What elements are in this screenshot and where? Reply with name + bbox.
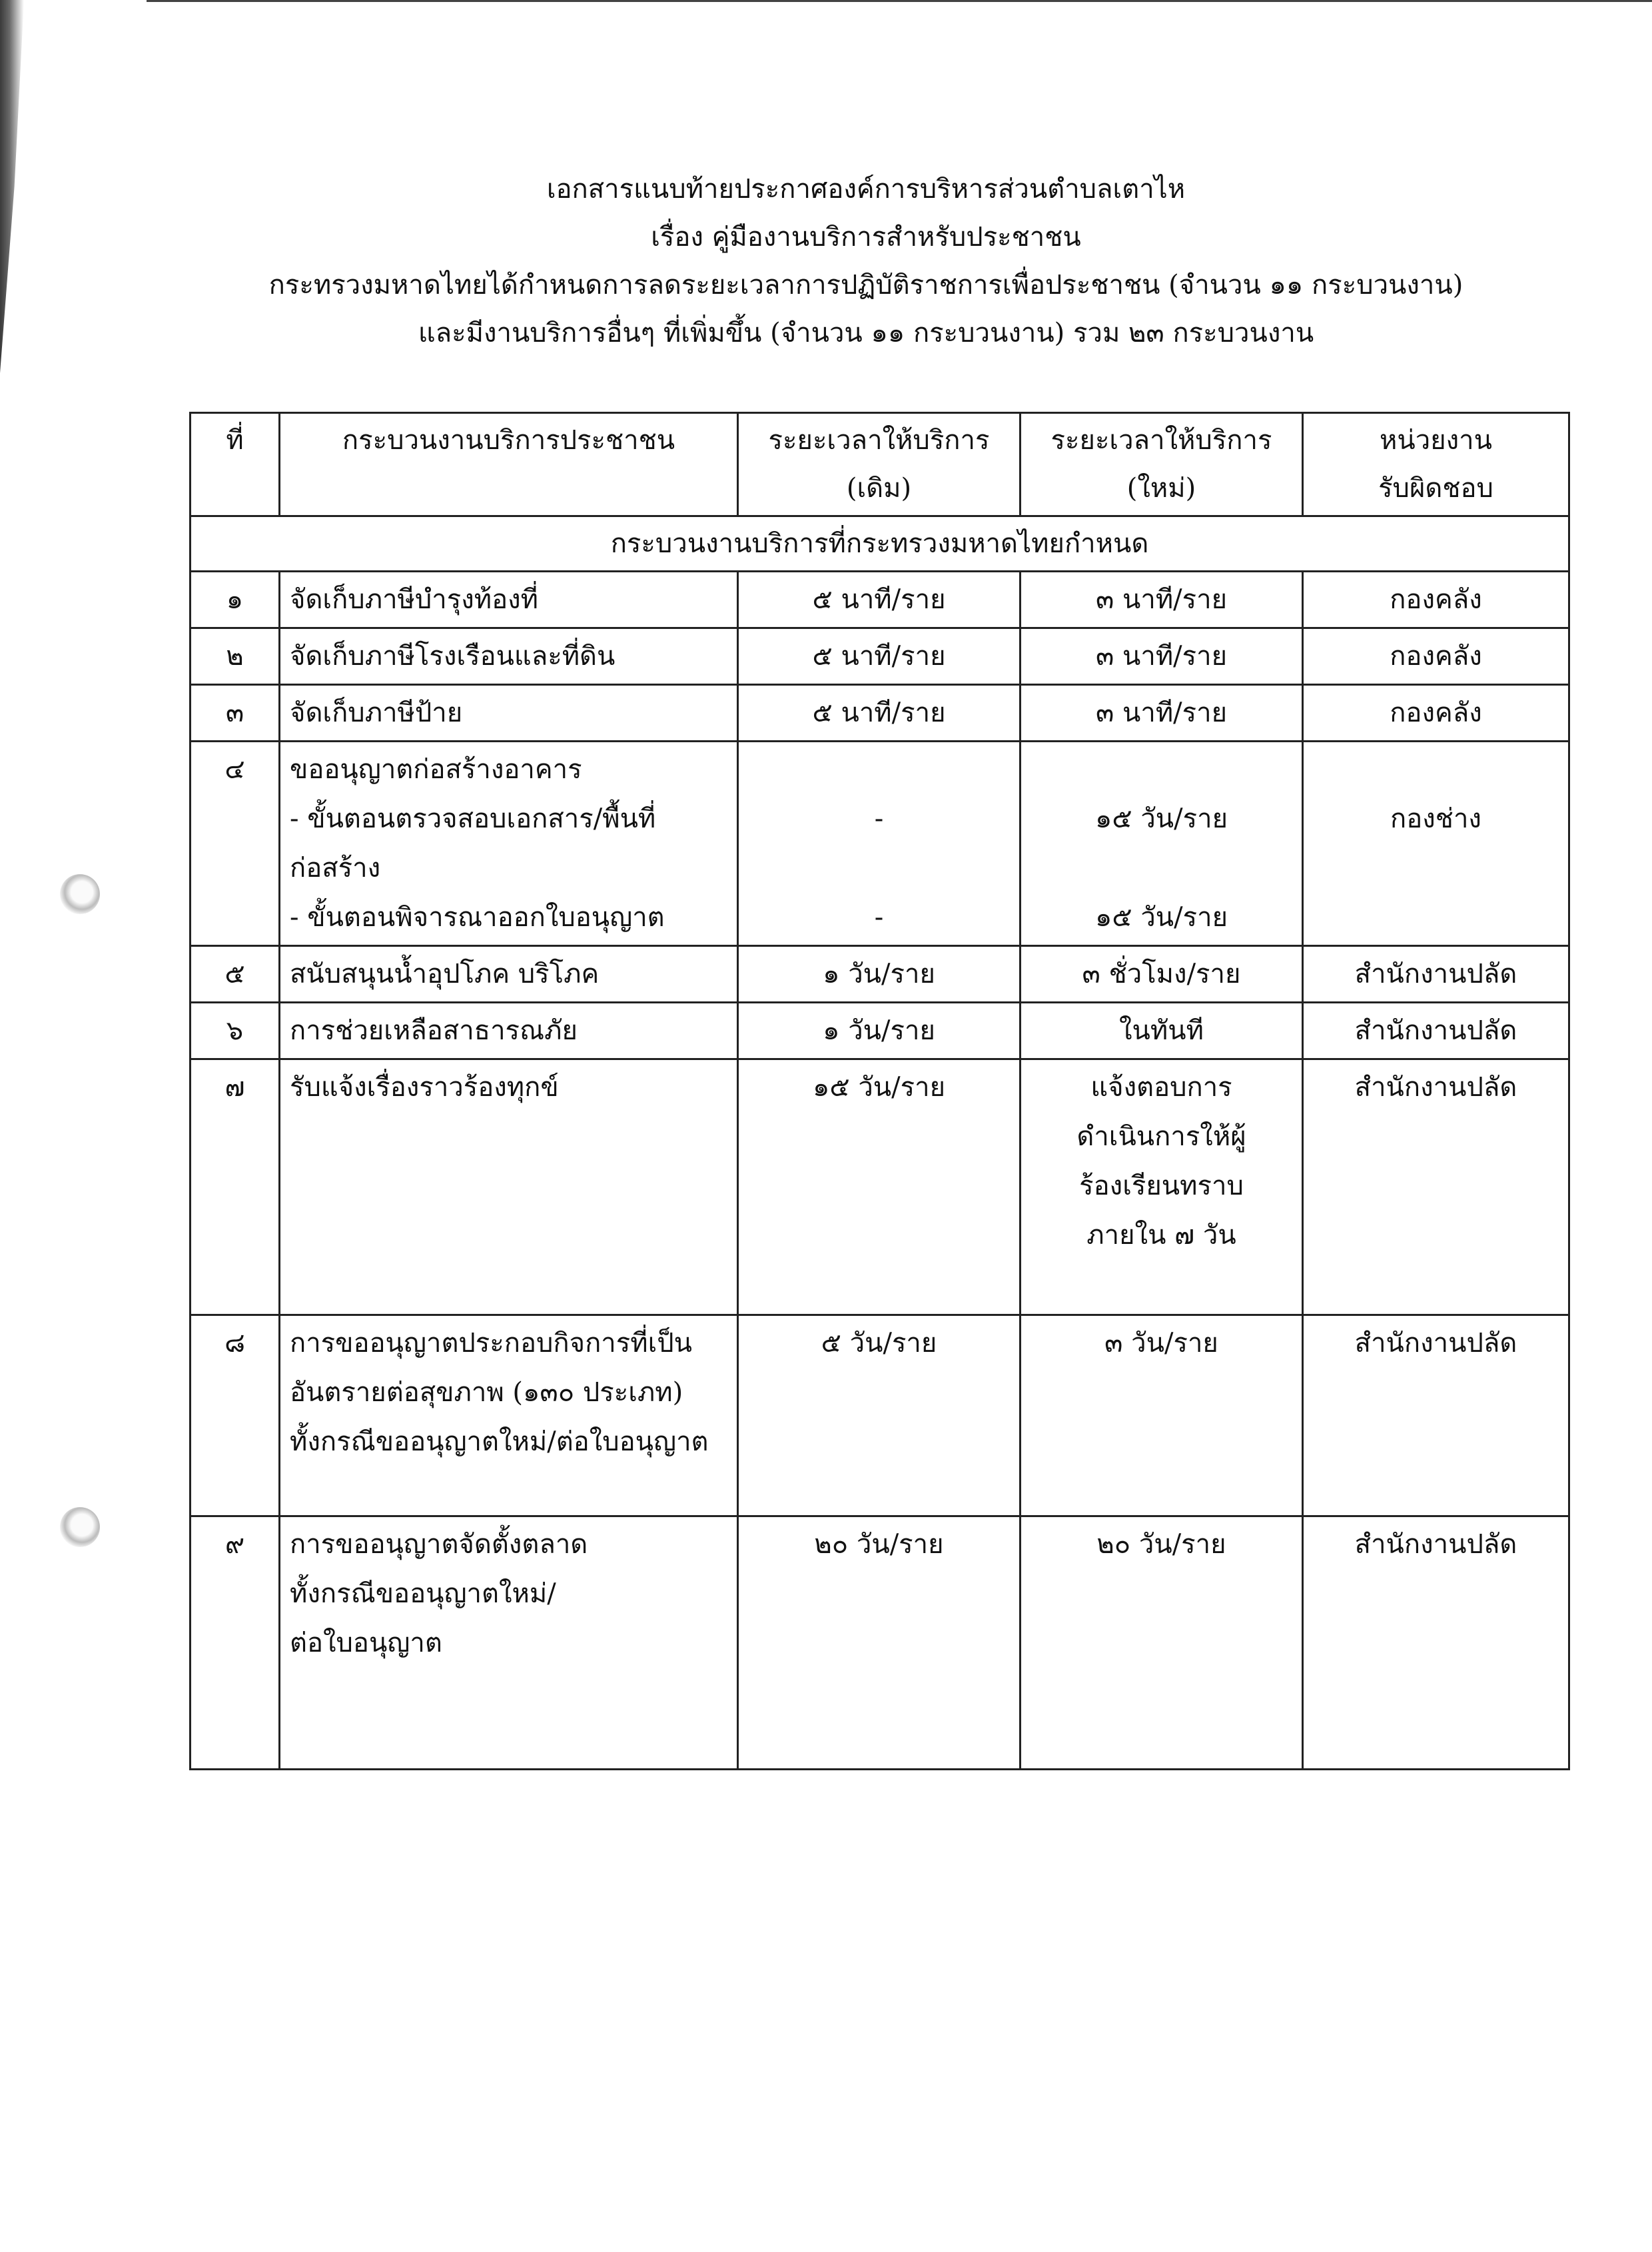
- cell-new-time: [1021, 946, 1303, 1003]
- cell-line: -: [874, 804, 884, 834]
- cell-no: ๓: [191, 685, 280, 742]
- cell-old-time: [738, 685, 1021, 742]
- cell-unit: กองคลัง: [1303, 572, 1569, 628]
- scan-top-edge: [147, 0, 1652, 2]
- table-row: [191, 1059, 1569, 1315]
- cell-no: ๘: [191, 1315, 280, 1516]
- cell-new-time: [1021, 1059, 1303, 1315]
- table-row: [191, 685, 1569, 742]
- cell-no: ๗: [191, 1059, 280, 1315]
- cell-line: อันตรายต่อสุขภาพ (๑๓๐ ประเภท): [290, 1377, 683, 1408]
- cell-new-time: [1021, 1516, 1303, 1770]
- cell-new-time: [1021, 572, 1303, 628]
- cell-line: ทั้งกรณีขออนุญาตใหม่/ต่อใบอนุญาต: [290, 1426, 709, 1457]
- cell-line: ร้องเรียนทราบ: [1079, 1171, 1244, 1201]
- cell-line: สนับสนุนน้ำอุปโภค บริโภค: [290, 959, 600, 989]
- cell-line: การช่วยเหลือสาธารณภัย: [290, 1015, 578, 1046]
- cell-unit: สำนักงานปลัด: [1303, 1003, 1569, 1059]
- cell-line: ๓ นาที/ราย: [1095, 584, 1228, 615]
- cell-new-time: [1021, 742, 1303, 946]
- cell-old-time: [738, 946, 1021, 1003]
- cell-old-time: [738, 572, 1021, 628]
- service-table: [189, 412, 1570, 1770]
- header-line-2: เรื่อง คู่มืองานบริการสำหรับประชาชน: [651, 222, 1081, 253]
- table-row: [191, 628, 1569, 685]
- punch-hole-bottom: [60, 1507, 100, 1547]
- scan-shadow-edge: [0, 0, 24, 373]
- cell-line: ต่อใบอนุญาต: [290, 1628, 442, 1658]
- cell-line: ๒๐ วัน/ราย: [1096, 1529, 1226, 1560]
- punch-hole-top: [60, 874, 100, 914]
- cell-line: ๓ วัน/ราย: [1104, 1328, 1218, 1359]
- cell-process: [280, 1516, 738, 1770]
- cell-process: [280, 685, 738, 742]
- cell-line: -: [874, 902, 884, 933]
- cell-old-time: [738, 1315, 1021, 1516]
- cell-line: ขออนุญาตก่อสร้างอาคาร: [290, 754, 582, 785]
- section-title: กระบวนงานบริการที่กระทรวงมหาดไทยกำหนด: [191, 516, 1569, 572]
- cell-line: ภายใน ๗ วัน: [1086, 1220, 1236, 1251]
- cell-no: ๖: [191, 1003, 280, 1059]
- cell-old-time: [738, 628, 1021, 685]
- cell-process: [280, 628, 738, 685]
- table-row: [191, 1003, 1569, 1059]
- cell-line: แจ้งตอบการ: [1090, 1072, 1232, 1103]
- col-header-unit: หน่วยงาน รับผิดชอบ: [1303, 413, 1569, 516]
- cell-new-time: [1021, 1003, 1303, 1059]
- cell-line: ๕ วัน/ราย: [821, 1328, 937, 1359]
- cell-no: ๔: [191, 742, 280, 946]
- cell-unit: กองคลัง: [1303, 628, 1569, 685]
- cell-line: ทั้งกรณีขออนุญาตใหม่/: [290, 1578, 556, 1609]
- cell-line: ๑๕ วัน/ราย: [1094, 902, 1228, 933]
- cell-line: [748, 844, 1010, 893]
- cell-line: ๕ นาที/ราย: [812, 584, 946, 615]
- cell-line: จัดเก็บภาษีป้าย: [290, 698, 463, 728]
- col-header-old-time: ระยะเวลาให้บริการ (เดิม): [738, 413, 1021, 516]
- cell-unit: กองช่าง: [1303, 742, 1569, 946]
- cell-line: ๓ นาที/ราย: [1095, 641, 1228, 672]
- cell-new-time: [1021, 685, 1303, 742]
- cell-line: - ขั้นตอนตรวจสอบเอกสาร/พื้นที่: [290, 804, 656, 834]
- cell-unit: กองคลัง: [1303, 685, 1569, 742]
- cell-line: - ขั้นตอนพิจารณาออกใบอนุญาต: [290, 902, 665, 933]
- cell-line: ๑ วัน/ราย: [823, 959, 935, 989]
- cell-line: การขออนุญาตประกอบกิจการที่เป็น: [290, 1328, 693, 1359]
- cell-unit: สำนักงานปลัด: [1303, 1516, 1569, 1770]
- cell-line: ก่อสร้าง: [290, 853, 381, 883]
- section-row: [191, 516, 1569, 572]
- cell-old-time: [738, 1516, 1021, 1770]
- cell-process: [280, 946, 738, 1003]
- cell-no: ๑: [191, 572, 280, 628]
- col-header-no: ที่: [191, 413, 280, 516]
- header-line-4: และมีงานบริการอื่นๆ ที่เพิ่มขึ้น (จำนวน ๑๑ กระบวนงาน) รวม ๒๓ กระบวนงาน: [418, 318, 1314, 348]
- table-row: [191, 946, 1569, 1003]
- cell-line: ๑๕ วัน/ราย: [812, 1072, 946, 1103]
- cell-line: ๒๐ วัน/ราย: [814, 1529, 944, 1560]
- cell-line: ๑๕ วัน/ราย: [1094, 804, 1228, 834]
- cell-process: [280, 1059, 738, 1315]
- cell-old-time: [738, 1003, 1021, 1059]
- cell-line: ๓ ชั่วโมง/ราย: [1082, 959, 1241, 989]
- cell-old-time: [738, 1059, 1021, 1315]
- cell-line: ๕ นาที/ราย: [812, 698, 946, 728]
- cell-line: [1031, 844, 1292, 893]
- cell-unit: สำนักงานปลัด: [1303, 946, 1569, 1003]
- cell-line: รับแจ้งเรื่องราวร้องทุกข์: [290, 1072, 559, 1103]
- cell-unit: สำนักงานปลัด: [1303, 1315, 1569, 1516]
- cell-process: [280, 1003, 738, 1059]
- cell-line: จัดเก็บภาษีบำรุงท้องที่: [290, 584, 539, 615]
- cell-line: ๓ นาที/ราย: [1095, 698, 1228, 728]
- cell-line: [1031, 745, 1292, 794]
- cell-line: [748, 745, 1010, 794]
- cell-new-time: [1021, 628, 1303, 685]
- cell-process: [280, 572, 738, 628]
- header-line-1: เอกสารแนบท้ายประกาศองค์การบริหารส่วนตำบลเตาไห: [546, 174, 1186, 205]
- table-row: [191, 742, 1569, 946]
- col-header-new-time: ระยะเวลาให้บริการ (ใหม่): [1021, 413, 1303, 516]
- cell-line: การขออนุญาตจัดตั้งตลาด: [290, 1529, 588, 1560]
- table-row: [191, 572, 1569, 628]
- cell-no: ๒: [191, 628, 280, 685]
- cell-line: ๑ วัน/ราย: [823, 1015, 935, 1046]
- cell-line: ๕ นาที/ราย: [812, 641, 946, 672]
- table-row: [191, 1315, 1569, 1516]
- cell-line: จัดเก็บภาษีโรงเรือนและที่ดิน: [290, 641, 616, 672]
- cell-new-time: [1021, 1315, 1303, 1516]
- col-header-process: กระบวนงานบริการประชาชน: [280, 413, 738, 516]
- cell-line: ดำเนินการให้ผู้: [1076, 1121, 1246, 1152]
- table-row: [191, 1516, 1569, 1770]
- header-line-3: กระทรวงมหาดไทยได้กำหนดการลดระยะเวลาการปฏิบัติราชการเพื่อประชาชน (จำนวน ๑๑ กระบวนงาน): [268, 270, 1463, 300]
- cell-line: ในทันที: [1119, 1015, 1204, 1046]
- table-header-row: [191, 413, 1569, 516]
- cell-no: ๕: [191, 946, 280, 1003]
- document-header: [160, 165, 1572, 357]
- cell-no: ๙: [191, 1516, 280, 1770]
- cell-process: [280, 1315, 738, 1516]
- cell-unit: สำนักงานปลัด: [1303, 1059, 1569, 1315]
- cell-old-time: [738, 742, 1021, 946]
- cell-process: [280, 742, 738, 946]
